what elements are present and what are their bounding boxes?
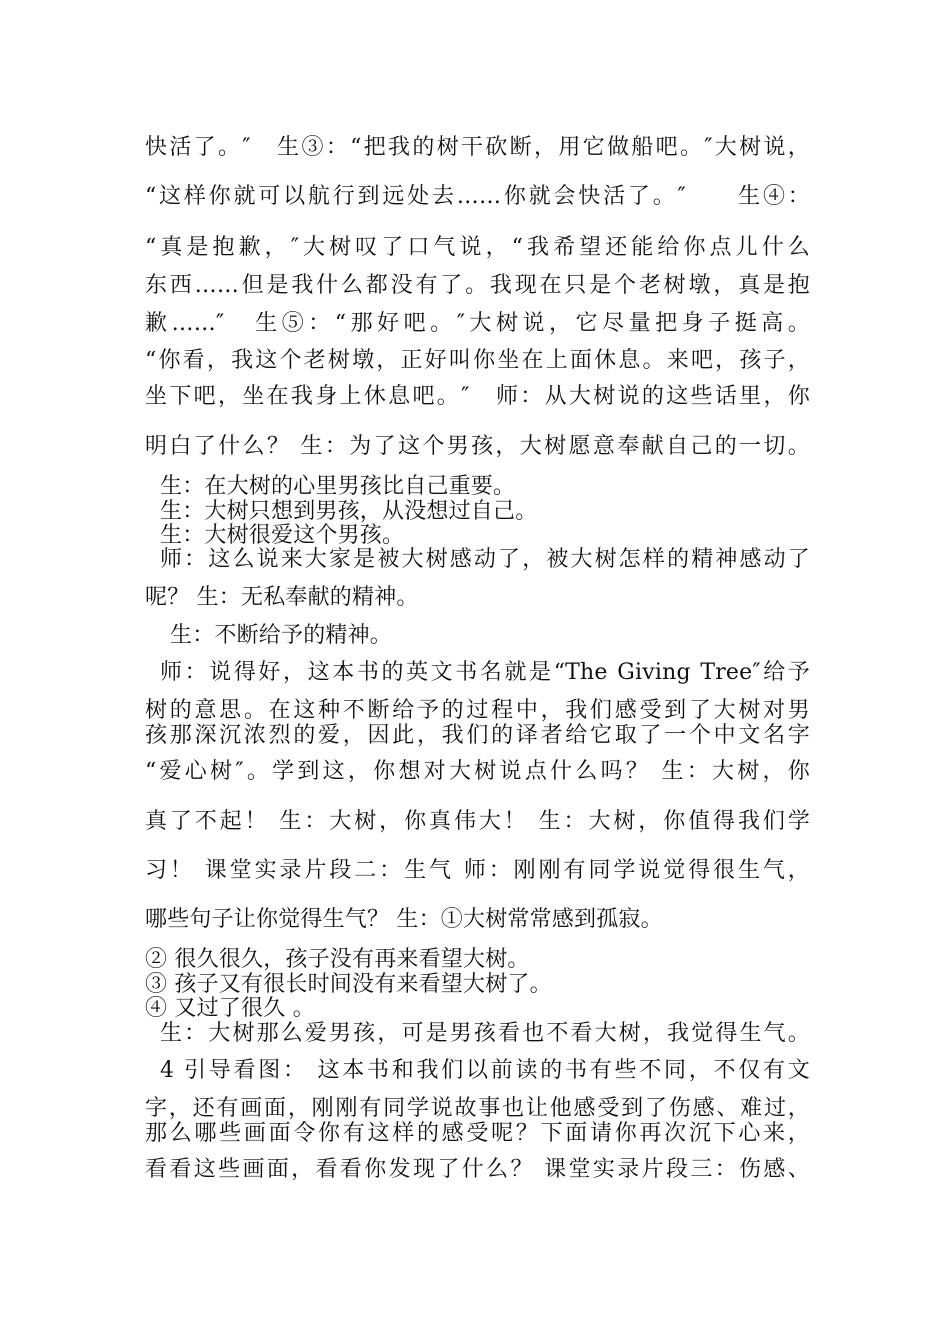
text-line: 明白了什么？ 生：为了这个男孩，大树愿意奉献自己的一切。 <box>145 434 810 459</box>
text-line: 生：大树很爱这个男孩。 <box>160 523 405 548</box>
text-line: 快活了。″ 生③：“把我的树干砍断，用它做船吧。″大树说， <box>145 135 810 160</box>
text-line: 生：不断给予的精神。 <box>170 623 393 648</box>
text-line: 呢？ 生：无私奉献的精神。 <box>145 585 419 610</box>
text-line: 孩那深沉浓烈的爱，因此，我们的译者给它取了一个中文名字 <box>145 723 810 748</box>
text-line: 树的意思。在这种不断给予的过程中，我们感受到了大树对男 <box>145 698 810 723</box>
text-line: “爱心树″。学到这，你想对大树说点什么吗？ 生：大树，你 <box>145 759 810 784</box>
text-line: “这样你就可以航行到远处去……你就会快活了。″ 生④： <box>145 184 810 209</box>
text-line: 哪些句子让你觉得生气？ 生：①大树常常感到孤寂。 <box>145 907 663 932</box>
text-line: ③ 孩子又有很长时间没有来看望大树了。 <box>145 972 552 997</box>
text-line: 歉……″ 生⑤：“那好吧。″大树说，它尽量把身子挺高。 <box>145 311 810 336</box>
text-line: “你看，我这个老树墩，正好叫你坐在上面休息。来吧，孩子， <box>145 348 810 373</box>
text-line: 生：大树那么爱男孩，可是男孩看也不看大树，我觉得生气。 <box>160 1021 810 1046</box>
text-line: ② 很久很久，孩子没有再来看望大树。 <box>145 947 530 972</box>
text-line: 4 引导看图： 这本书和我们以前读的书有些不同，不仅有文 <box>160 1058 810 1083</box>
text-line: 师：说得好，这本书的英文书名就是“The Giving Tree″给予 <box>160 660 810 685</box>
text-line: ④ 又过了很久 。 <box>145 996 315 1021</box>
text-line: 师：这么说来大家是被大树感动了，被大树怎样的精神感动了 <box>160 547 810 572</box>
text-line: 真了不起！ 生：大树，你真伟大！ 生：大树，你值得我们学 <box>145 809 810 834</box>
text-line: 东西……但是我什么都没有了。我现在只是个老树墩，真是抱 <box>145 273 810 298</box>
text-line: “真是抱歉，″大树叹了口气说，“我希望还能给你点儿什么 <box>145 235 810 260</box>
text-line: 坐下吧，坐在我身上休息吧。″ 师：从大树说的这些话里，你 <box>145 384 810 409</box>
text-line: 生：大树只想到男孩，从没想过自己。 <box>160 499 538 524</box>
text-line: 字，还有画面，刚刚有同学说故事也让他感受到了伤感、难过， <box>145 1096 810 1121</box>
text-line: 生：在大树的心里男孩比自己重要。 <box>160 474 516 499</box>
text-line: 那么哪些画面令你有这样的感受呢？下面请你再次沉下心来， <box>145 1121 810 1146</box>
text-line: 看看这些画面，看看你发现了什么？ 课堂实录片段三：伤感、 <box>145 1157 810 1182</box>
text-line: 习！ 课堂实录片段二：生气 师：刚刚有同学说觉得很生气， <box>145 858 810 883</box>
